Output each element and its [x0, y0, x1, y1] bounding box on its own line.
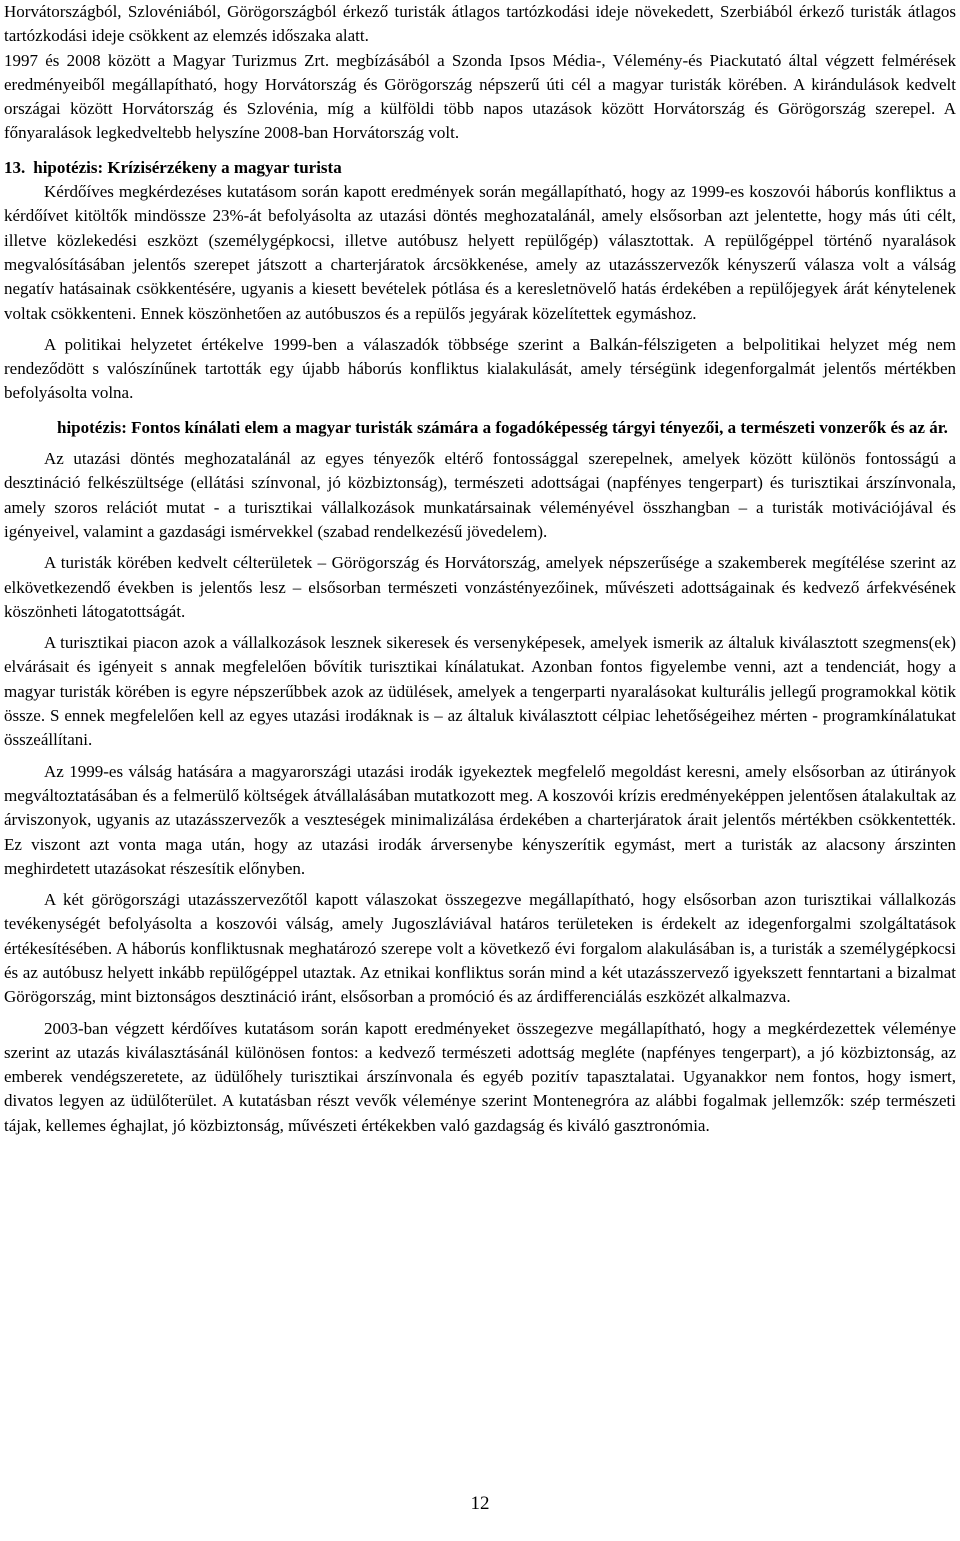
paragraph-14-4: Az 1999-es válság hatására a magyarországi utazási irodák igyekeztek megfelelő megoldást keresni, amely elsősorban az útirányok megváltoztatásában és a felmerülő költségek átvállalásában mutatkozott meg. A koszovói krízis eredményeképpen jelentősen átalakultak az árviszonyok, ugyanis az utazásszervezők a veszteségek minimalizálása érdekében a charterjáratok árait jelentős mértékben csökkentették. Ez viszont azt vonta maga után, hogy az utazási irodák árversenybe kényszerítik egymást, mert a turisták az alacsony árszinten meghirdetett utazásokat részesítik előnyben. [4, 761, 956, 878]
document-page [4, 0, 956, 1138]
hypothesis-13-title: hipotézis: Krízisérzékeny a magyar turista [33, 157, 342, 177]
paragraph-survey: 1997 és 2008 között a Magyar Turizmus Zrt. megbízásából a Szonda Ipsos Média-, Vélemény-és Piackutató által végzett felmérések eredményeiből megállapítható, hogy Horvátország és Görögország népszerű úti cél a magyar turisták körében. A kirándulások kedvelt országai között Horvátország és Szlovénia, míg a külföldi több napos utazások között Horvátország és Görögország szerepel. A főnyaralások legkedveltebb helyszíne 2008-ban Horvátország volt. [4, 50, 956, 143]
paragraph-14-5: A két görögországi utazásszervezőtől kapott válaszokat összegezve megállapítható, hogy elsősorban azon turisztikai vállalkozás tevékenységét befolyásolta a koszovói válság, amely Jugoszláviával határos területeken is érdekelt az idegenforgalmi szolgáltatások értékesítésében. A háborús konfliktusnak meghatározó szerepe volt a következő évi forgalom alakulásában is, a turisták a személygépkocsi és az autóbusz helyett inkább repülőgéppel utaztak. Az etnikai konfliktus során mind a két utazásszervező igyekszett fenntartani a bizalmat Görögország, mint biztonságos desztináció iránt, elsősorban a promóció és az árdifferenciálás eszközét alkalmazva. [4, 890, 956, 1007]
hypothesis-13-heading [4, 156, 956, 180]
paragraph-14-1: Az utazási döntés meghozatalánál az egyes tényezők eltérő fontossággal szerepelnek, amelyek között különös fontosságú a desztináció felkészültsége (ellátási színvonal, jó közbiztonság), természeti adottságai (napfényes tengerpart) és turisztikai árszínvonala, amely szoros relációt mutat - a turisztikai vállalkozások munkatársainak véleményével összhangban – a turisták motivációjával és igényeivel, valamint a gazdasági ismérvekkel (szabad rendelkezésű jövedelem). [4, 449, 956, 541]
paragraph-intro: Horvátországból, Szlovéniából, Görögországból érkező turisták átlagos tartózkodási ideje növekedett, Szerbiából érkező turisták átlagos tartózkodási ideje csökkent az elemzés időszaka alatt. [4, 2, 956, 46]
paragraph-13-1: Kérdőíves megkérdezéses kutatásom során kapott eredmények során megállapítható, hogy az 1999-es koszovói háborús konfliktus a kérdőívet kitöltők mindössze 23%-át befolyásolta az utazási döntés meghozatalánál, amely elsősorban azt jelentette, hogy más úti célt, illetve közlekedési eszközt (személygépkocsi, illetve autóbusz helyett repülőgép) választottak. A repülőgéppel történő nyaralások megvalósításában jelentős szerepet játszott a charterjáratok árcsökkenése, amely az utazásszervezők kényszerű válasza volt a válság negatív hatásainak csökkentésére, ugyanis a kiesett bevételek pótlása és a keresletnövelő hatás érdekében a repülőjegyek árát kénytelenek voltak csökkenteni. Ennek köszönhetően az autóbuszos és a repülős jegyárak közelítettek egymáshoz. [4, 182, 956, 323]
paragraph-14-6: 2003-ban végzett kérdőíves kutatásom során kapott eredményeket összegezve megállapítható, hogy a megkérdezettek véleménye szerint az utazás kiválasztásánál különösen fontos: a kedvező természeti adottság megléte (napfényes tengerpart), a jó közbiztonság, az emberek vendégszeretete, az üdülőhely turisztikai árszínvonala és egyéb pozitív tapasztalatai. Ugyanakkor nem fontos, hogy ismert, divatos legyen az üdülőterület. A kutatásban részt vevők véleménye szerint Montenegróra az alábbi fogalmak jellemzők: szép természeti tájak, kellemes éghajlat, jó közbiztonság, művészeti értékekben való gazdagság és kiváló gasztronómia. [4, 1018, 956, 1135]
hypothesis-14-number [4, 416, 57, 440]
paragraph-13-2: A politikai helyzetet értékelve 1999-ben a válaszadók többsége szerint a Balkán-félszigeten a belpolitikai helyzet még nem rendeződött s valószínűnek tartották egy újabb háborús konfliktus kialakulását, amely térségünk idegenforgalmát jelentős mértékben befolyásolta volna. [4, 334, 956, 403]
hypothesis-14-heading [4, 416, 956, 440]
page-number: 12 [470, 1493, 490, 1514]
hypothesis-13-number: 13. [4, 157, 26, 177]
paragraph-14-2: A turisták körében kedvelt célterületek – Görögország és Horvátország, amelyek népszerűsége a szakemberek megítélése szerint az elkövetkezendő években is jelentős lesz – elsősorban természeti vonzástényezőinek, művészeti adottságainak és kedvező árfekvésének köszönheti látogatottságát. [4, 553, 956, 621]
hypothesis-14-title: hipotézis: Fontos kínálati elem a magyar turisták számára a fogadóképesség tárgyi tényezői, a természeti vonzerők és az ár. [57, 417, 948, 437]
paragraph-14-3: A turisztikai piacon azok a vállalkozások lesznek sikeresek és versenyképesek, amelyek ismerik az általuk kiválasztott szegmens(ek) elvárásait és igényeit s annak megfelelően bővítik turisztikai kínálatukat. Azonban fontos figyelembe venni, azt a tendenciát, hogy a magyar turisták körében is egyre népszerűbbek azok az üdülések, amelyek a tengerparti nyaralásokat kulturális jellegű programokkal kötik össze. S ennek megfelelően kell az egyes utazási irodáknak is – az általuk kiválasztott célpiac lehetőségeihez mérten - programkínálatukat összeállítani. [4, 633, 956, 750]
